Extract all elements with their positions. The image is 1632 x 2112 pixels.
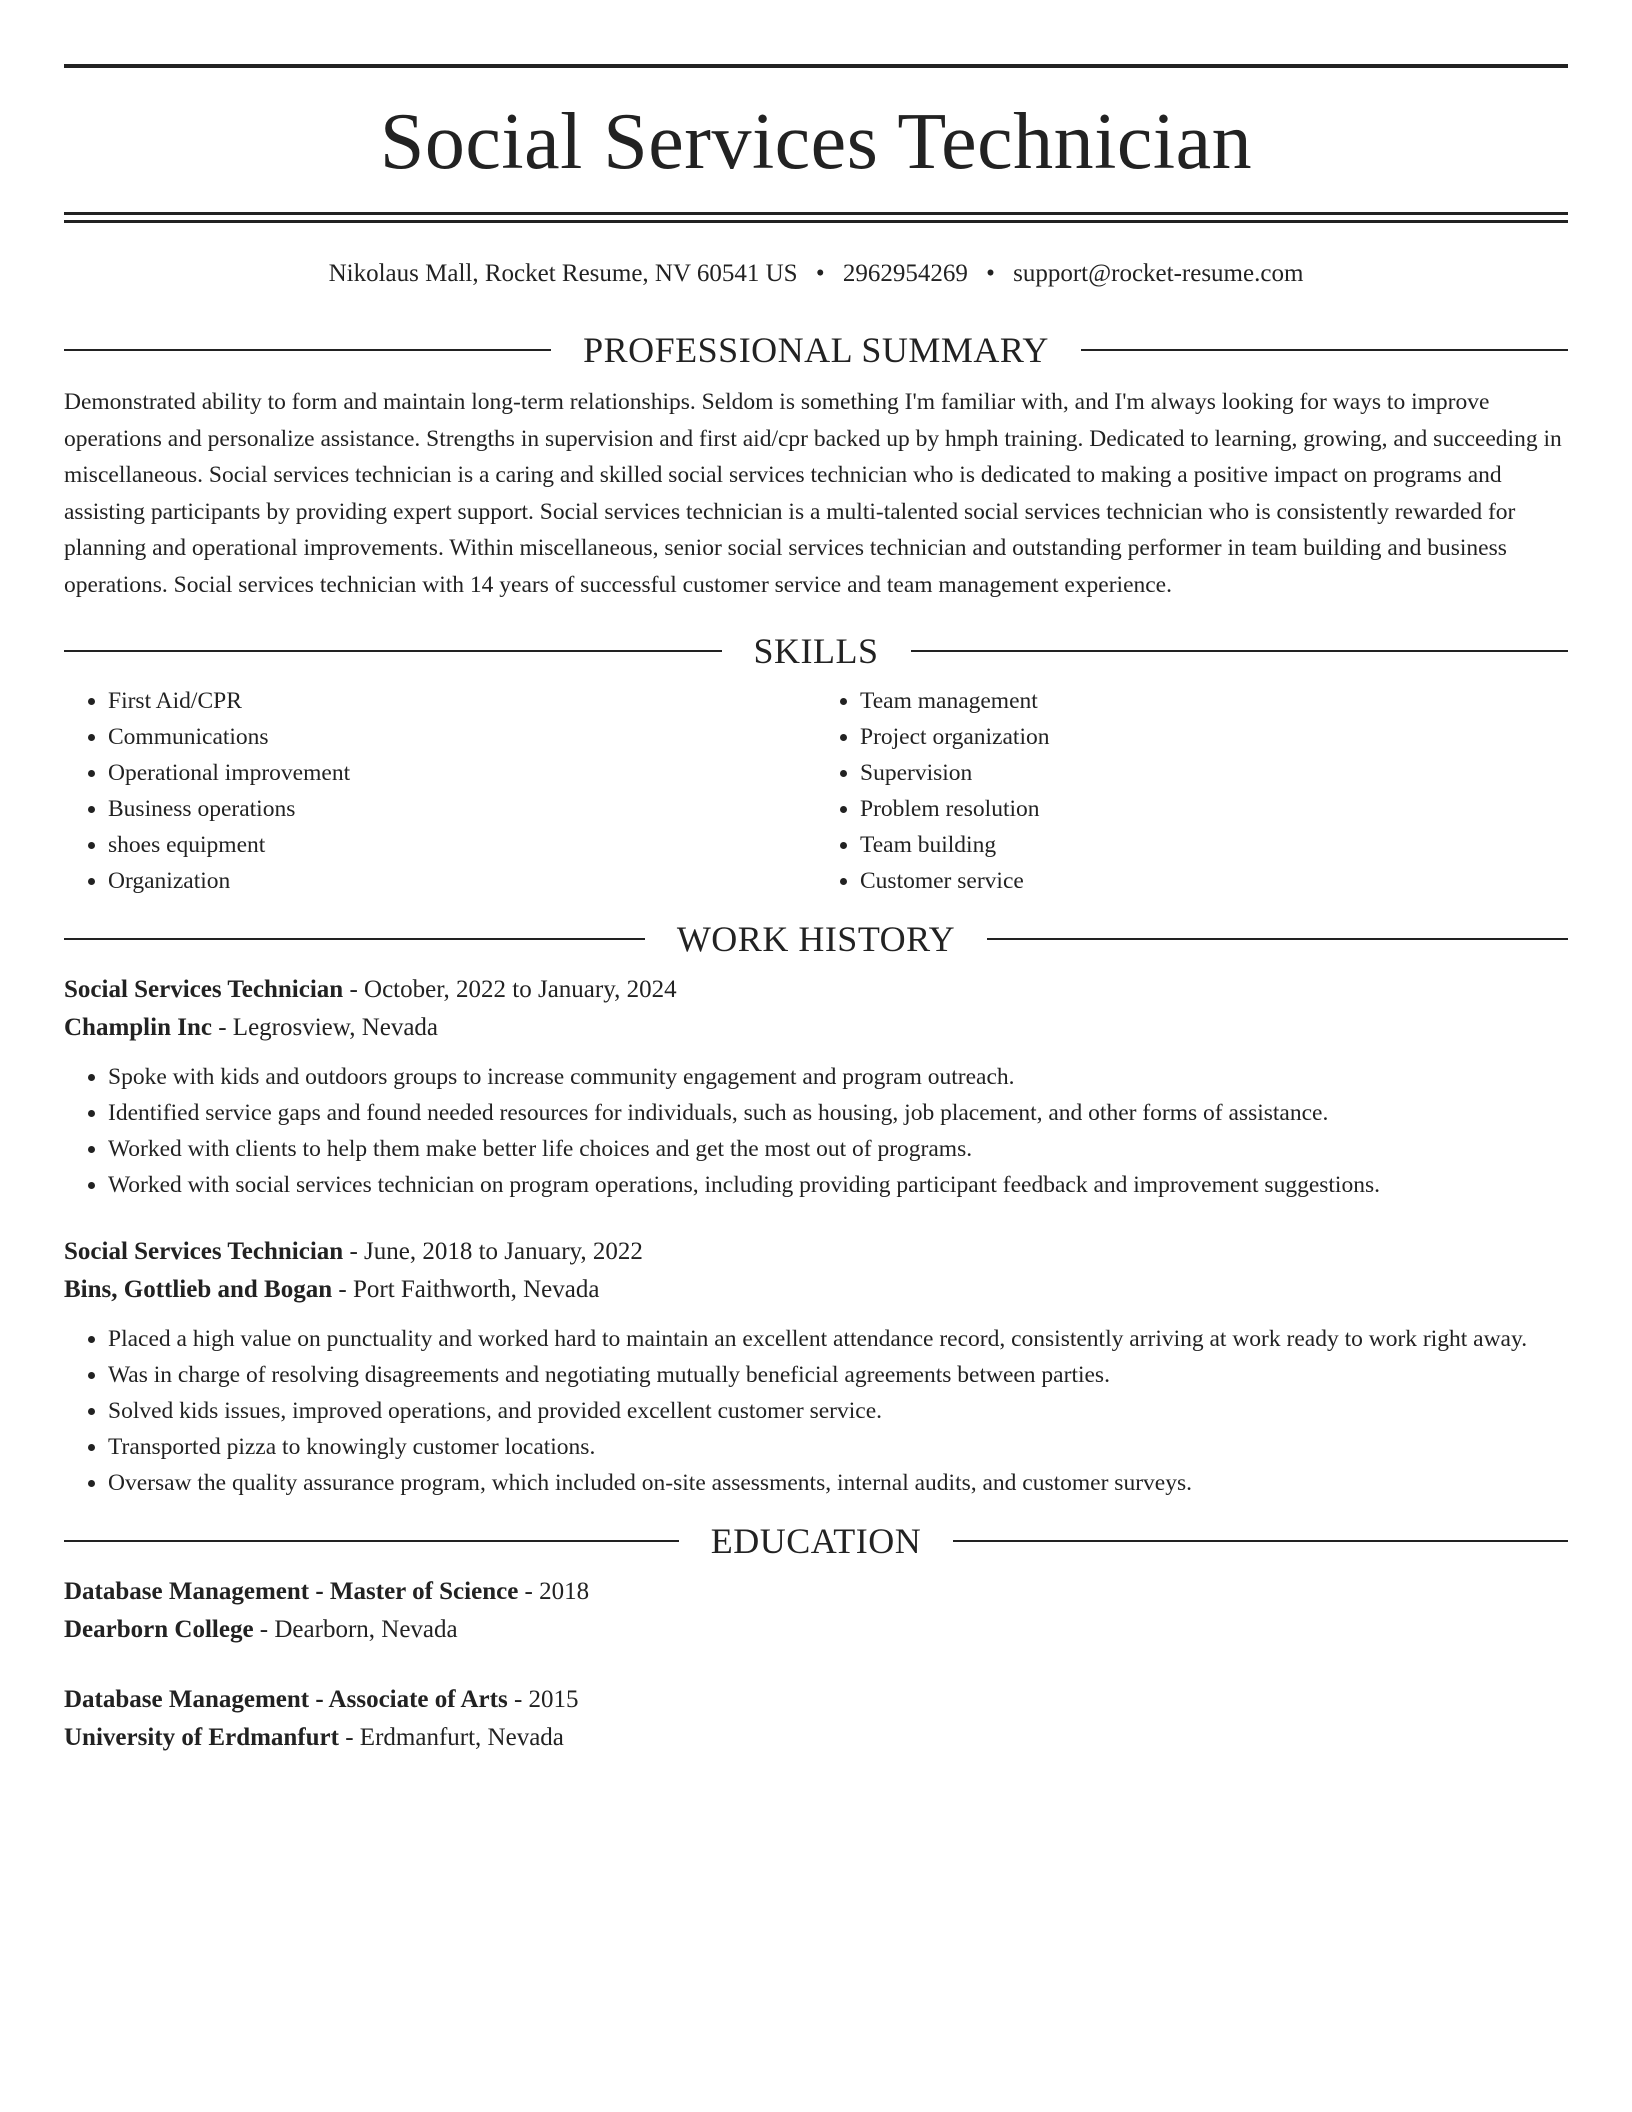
job-title: Social Services Technician <box>64 1238 344 1265</box>
heading-rule <box>911 650 1569 652</box>
job-bullets <box>64 1321 1568 1501</box>
job-company: Champlin Inc <box>64 1014 212 1041</box>
education-school-line <box>64 1719 1568 1757</box>
job-dates: - June, 2018 to January, 2022 <box>343 1238 643 1265</box>
education-location: - Dearborn, Nevada <box>253 1616 458 1643</box>
resume-title: Social Services Technician <box>379 98 1253 186</box>
job-bullets <box>64 1059 1568 1203</box>
heading-rule <box>64 938 645 940</box>
job-bullet: • Solved kids issues, improved operations, and provided excellent customer service. <box>108 1393 1568 1429</box>
education-entry <box>64 1573 1568 1649</box>
education-year: - 2015 <box>507 1686 579 1713</box>
skill-item: • Business operations <box>108 791 816 827</box>
job-company: Bins, Gottlieb and Bogan <box>64 1276 333 1303</box>
education-year: - 2018 <box>518 1578 590 1605</box>
title-double-rule <box>64 212 1568 223</box>
top-rule <box>64 64 1568 68</box>
job-location: - Legrosview, Nevada <box>211 1014 439 1041</box>
contact-phone: 2962954269 <box>842 260 968 287</box>
job-bullet: • Identified service gaps and found needed resources for individuals, such as housing, job placement, and other forms of assistance. <box>108 1095 1568 1131</box>
skill-item: • Problem resolution <box>860 791 1568 827</box>
contact-email[interactable]: support@rocket-resume.com <box>1013 260 1304 287</box>
skill-item: • Customer service <box>860 863 1568 899</box>
job-company-line <box>64 1271 1568 1309</box>
skill-item: • First Aid/CPR <box>108 683 816 719</box>
summary-text: Demonstrated ability to form and maintain long-term relationships. Seldom is something I'm familiar with, and I'm always looking for ways to improve operations and personalize assistance. Strengths in supervision and first aid/cpr backed up by hmph training. Dedicated to learning, growing, and succeeding in miscellaneous. Social services technician is a caring and skilled social services technician who is dedicated to making a positive impact on programs and assisting participants by providing expert support. Social services technician is a multi-talented social services technician who is consistently rewarded for planning and operational improvements. Within miscellaneous, senior social services technician and outstanding performer in team building and business operations. Social services technician with 14 years of successful customer service and team management experience. <box>64 389 1562 598</box>
job-bullet: • Placed a high value on punctuality and worked hard to maintain an excellent attendance record, consistently arriving at work ready to work right away. <box>108 1321 1568 1357</box>
job-location: - Port Faithworth, Nevada <box>332 1276 600 1303</box>
skill-item: • Communications <box>108 719 816 755</box>
work-section-heading <box>64 921 1568 957</box>
skill-item: • Project organization <box>860 719 1568 755</box>
skill-item: • Operational improvement <box>108 755 816 791</box>
skills-columns <box>64 683 1568 899</box>
job-bullet: • Worked with clients to help them make better life choices and get the most out of programs. <box>108 1131 1568 1167</box>
summary-heading: PROFESSIONAL SUMMARY <box>583 330 1049 370</box>
skill-item: • shoes equipment <box>108 827 816 863</box>
education-school-line <box>64 1611 1568 1649</box>
education-heading: EDUCATION <box>710 1521 922 1561</box>
education-school: Dearborn College <box>64 1616 254 1643</box>
skill-item: • Team building <box>860 827 1568 863</box>
job-title-line <box>64 971 1568 1009</box>
education-degree-line <box>64 1573 1568 1611</box>
contact-separator: • <box>986 260 995 287</box>
heading-rule <box>64 650 722 652</box>
resume-page <box>64 64 1568 1757</box>
contact-address: Nikolaus Mall, Rocket Resume, NV 60541 US <box>328 260 798 287</box>
contact-line <box>64 261 1568 286</box>
heading-rule <box>64 349 551 351</box>
work-heading: WORK HISTORY <box>676 919 956 959</box>
education-degree: Database Management - Associate of Arts <box>64 1686 508 1713</box>
heading-rule <box>64 1540 679 1542</box>
heading-rule <box>953 1540 1568 1542</box>
job-bullet: • Transported pizza to knowingly customer locations. <box>108 1429 1568 1465</box>
heading-rule <box>1081 349 1568 351</box>
job-bullet: • Worked with social services technician on program operations, including providing participant feedback and improvement suggestions. <box>108 1167 1568 1203</box>
education-entry <box>64 1681 1568 1757</box>
skill-item: • Supervision <box>860 755 1568 791</box>
job-bullet: • Was in charge of resolving disagreements and negotiating mutually beneficial agreements between parties. <box>108 1357 1568 1393</box>
job-company-line <box>64 1009 1568 1047</box>
education-degree: Database Management - Master of Science <box>64 1578 519 1605</box>
education-degree-line <box>64 1681 1568 1719</box>
job-title: Social Services Technician <box>64 976 344 1003</box>
job-entry <box>64 971 1568 1203</box>
job-title-line <box>64 1233 1568 1271</box>
skills-list-right <box>816 683 1568 899</box>
summary-section-heading <box>64 332 1568 368</box>
job-bullet: • Spoke with kids and outdoors groups to increase community engagement and program outreach. <box>108 1059 1568 1095</box>
education-school: University of Erdmanfurt <box>64 1724 339 1751</box>
skills-list-left <box>64 683 816 899</box>
job-entry <box>64 1233 1568 1501</box>
contact-separator: • <box>815 260 825 287</box>
skill-item: • Team management <box>860 683 1568 719</box>
job-bullet: • Oversaw the quality assurance program, which included on-site assessments, internal audits, and customer surveys. <box>108 1465 1568 1501</box>
heading-rule <box>987 938 1568 940</box>
skills-heading: SKILLS <box>753 631 879 671</box>
skill-item: • Organization <box>108 863 816 899</box>
education-section-heading <box>64 1523 1568 1559</box>
skills-section-heading <box>64 633 1568 669</box>
job-dates: - October, 2022 to January, 2024 <box>343 976 677 1003</box>
education-location: - Erdmanfurt, Nevada <box>338 1724 564 1751</box>
